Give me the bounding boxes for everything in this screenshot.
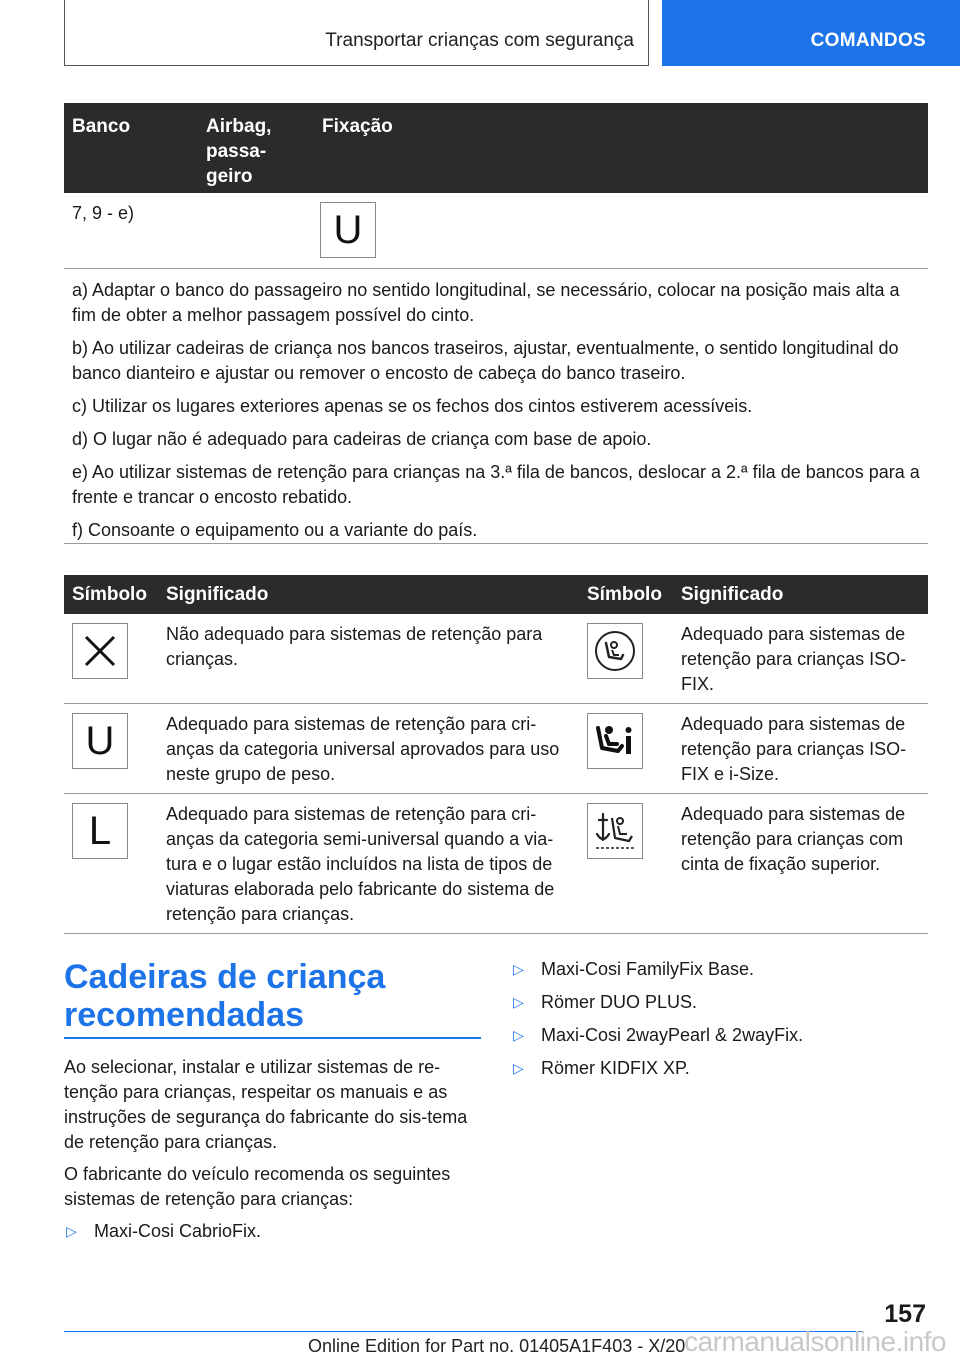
- divider: [64, 543, 928, 544]
- title-underline: [64, 1037, 481, 1039]
- table-row: [64, 614, 928, 704]
- col-airbag: Airbag, passa- geiro: [206, 116, 272, 187]
- meaning-text: Adequado para sistemas de retenção para cri-anças da categoria semi-universal quando a via-tura e o lugar estão incluídos na lista de tipos de viaturas elaborada pelo fabricante do sistema de retenção para crianças.: [166, 804, 555, 924]
- meaning-text: Adequado para sistemas de retenção para cri-anças da categoria universal aprovados para uso neste grupo de peso.: [166, 714, 560, 784]
- list-item: [511, 1056, 931, 1081]
- list-item: [511, 957, 931, 982]
- list-item-text: Römer DUO PLUS.: [541, 992, 698, 1012]
- note: f) Consoante o equipamento ou a variante do país.: [72, 520, 478, 540]
- paragraph: O fabricante do veículo recomenda os seguintes sistemas de retenção para crianças:: [64, 1164, 451, 1209]
- table-row: [64, 794, 928, 934]
- chapter-header: [64, 0, 649, 66]
- symbol-table-header: [64, 575, 928, 614]
- watermark: carmanualsonline.info: [684, 1326, 946, 1357]
- isofix-seat-icon: [587, 623, 643, 679]
- paragraph: Ao selecionar, instalar e utilizar sistemas de re-tenção para crianças, respeitar os manuais e as instruções de segurança do fabricante do sis-tema de retenção para crianças.: [64, 1057, 468, 1152]
- list-item-text: Römer KIDFIX XP.: [541, 1058, 690, 1078]
- section-label: COMANDOS: [810, 30, 926, 51]
- table-row: [64, 193, 928, 269]
- seat-table-header: [64, 103, 928, 193]
- section-header: [662, 0, 960, 66]
- triangle-bullet-icon: ▷: [513, 1027, 524, 1043]
- list-item-text: Maxi-Cosi FamilyFix Base.: [541, 959, 755, 979]
- edition-text: Online Edition for Part no. 01405A1F403 - X/20: [308, 1336, 686, 1356]
- list-item-text: Maxi-Cosi CabrioFix.: [94, 1221, 262, 1241]
- section-body: [64, 1055, 484, 1252]
- col-banco: Banco: [72, 116, 131, 137]
- recommended-list: [511, 957, 931, 1089]
- meaning-text: Não adequado para sistemas de retenção para crianças.: [166, 624, 543, 669]
- col-simbolo: Símbolo: [72, 584, 147, 605]
- col-fixacao: Fixação: [322, 116, 393, 137]
- page-number: 157: [884, 1300, 926, 1328]
- triangle-bullet-icon: ▷: [513, 961, 524, 977]
- meaning-text: Adequado para sistemas de retenção para crianças ISO-FIX.: [681, 624, 907, 694]
- triangle-bullet-icon: ▷: [66, 1223, 77, 1239]
- list-item-text: Maxi-Cosi 2wayPearl & 2wayFix.: [541, 1025, 804, 1045]
- symbol-letter: U: [85, 719, 115, 763]
- isofix-isize-icon: [587, 713, 643, 769]
- cross-icon: [72, 623, 128, 679]
- universal-symbol: [72, 713, 128, 769]
- col-significado-2: Significado: [681, 584, 784, 605]
- chapter-title: Transportar crianças com segurança: [325, 30, 634, 51]
- list-item: [511, 1023, 931, 1048]
- table-notes: [72, 278, 922, 551]
- top-tether-icon: [587, 803, 643, 859]
- meaning-text: Adequado para sistemas de retenção para crianças ISO-FIX e i-Size.: [681, 714, 907, 784]
- symbol-letter: U: [333, 208, 363, 252]
- list-item: [511, 990, 931, 1015]
- universal-symbol: [320, 202, 376, 258]
- note: b) Ao utilizar cadeiras de criança nos bancos traseiros, ajustar, eventualmente, o sentido longitudinal do banco dianteiro e ajustar ou remover o encosto de cabeça do banco traseiro.: [72, 338, 899, 383]
- semi-universal-symbol: [72, 803, 128, 859]
- seat-position: 7, 9 - e): [72, 203, 135, 223]
- note: e) Ao utilizar sistemas de retenção para crianças na 3.ª fila de bancos, deslocar a 2.ª fila de bancos para a frente e trancar o encosto rebatido.: [72, 462, 920, 507]
- col-significado: Significado: [166, 584, 269, 605]
- col-simbolo-2: Símbolo: [587, 584, 662, 605]
- section-title: Cadeiras de criança recomendadas: [64, 958, 386, 1034]
- note: d) O lugar não é adequado para cadeiras de criança com base de apoio.: [72, 429, 652, 449]
- triangle-bullet-icon: ▷: [513, 994, 524, 1010]
- note: c) Utilizar os lugares exteriores apenas se os fechos dos cintos estiverem acessíveis.: [72, 396, 753, 416]
- symbol-letter: L: [88, 809, 112, 853]
- triangle-bullet-icon: ▷: [513, 1060, 524, 1076]
- list-item: [64, 1219, 484, 1244]
- note: a) Adaptar o banco do passageiro no sentido longitudinal, se necessário, colocar na posição mais alta a fim de obter a melhor passagem possível do cinto.: [72, 280, 900, 325]
- meaning-text: Adequado para sistemas de retenção para crianças com cinta de fixação superior.: [681, 804, 906, 874]
- table-row: [64, 704, 928, 794]
